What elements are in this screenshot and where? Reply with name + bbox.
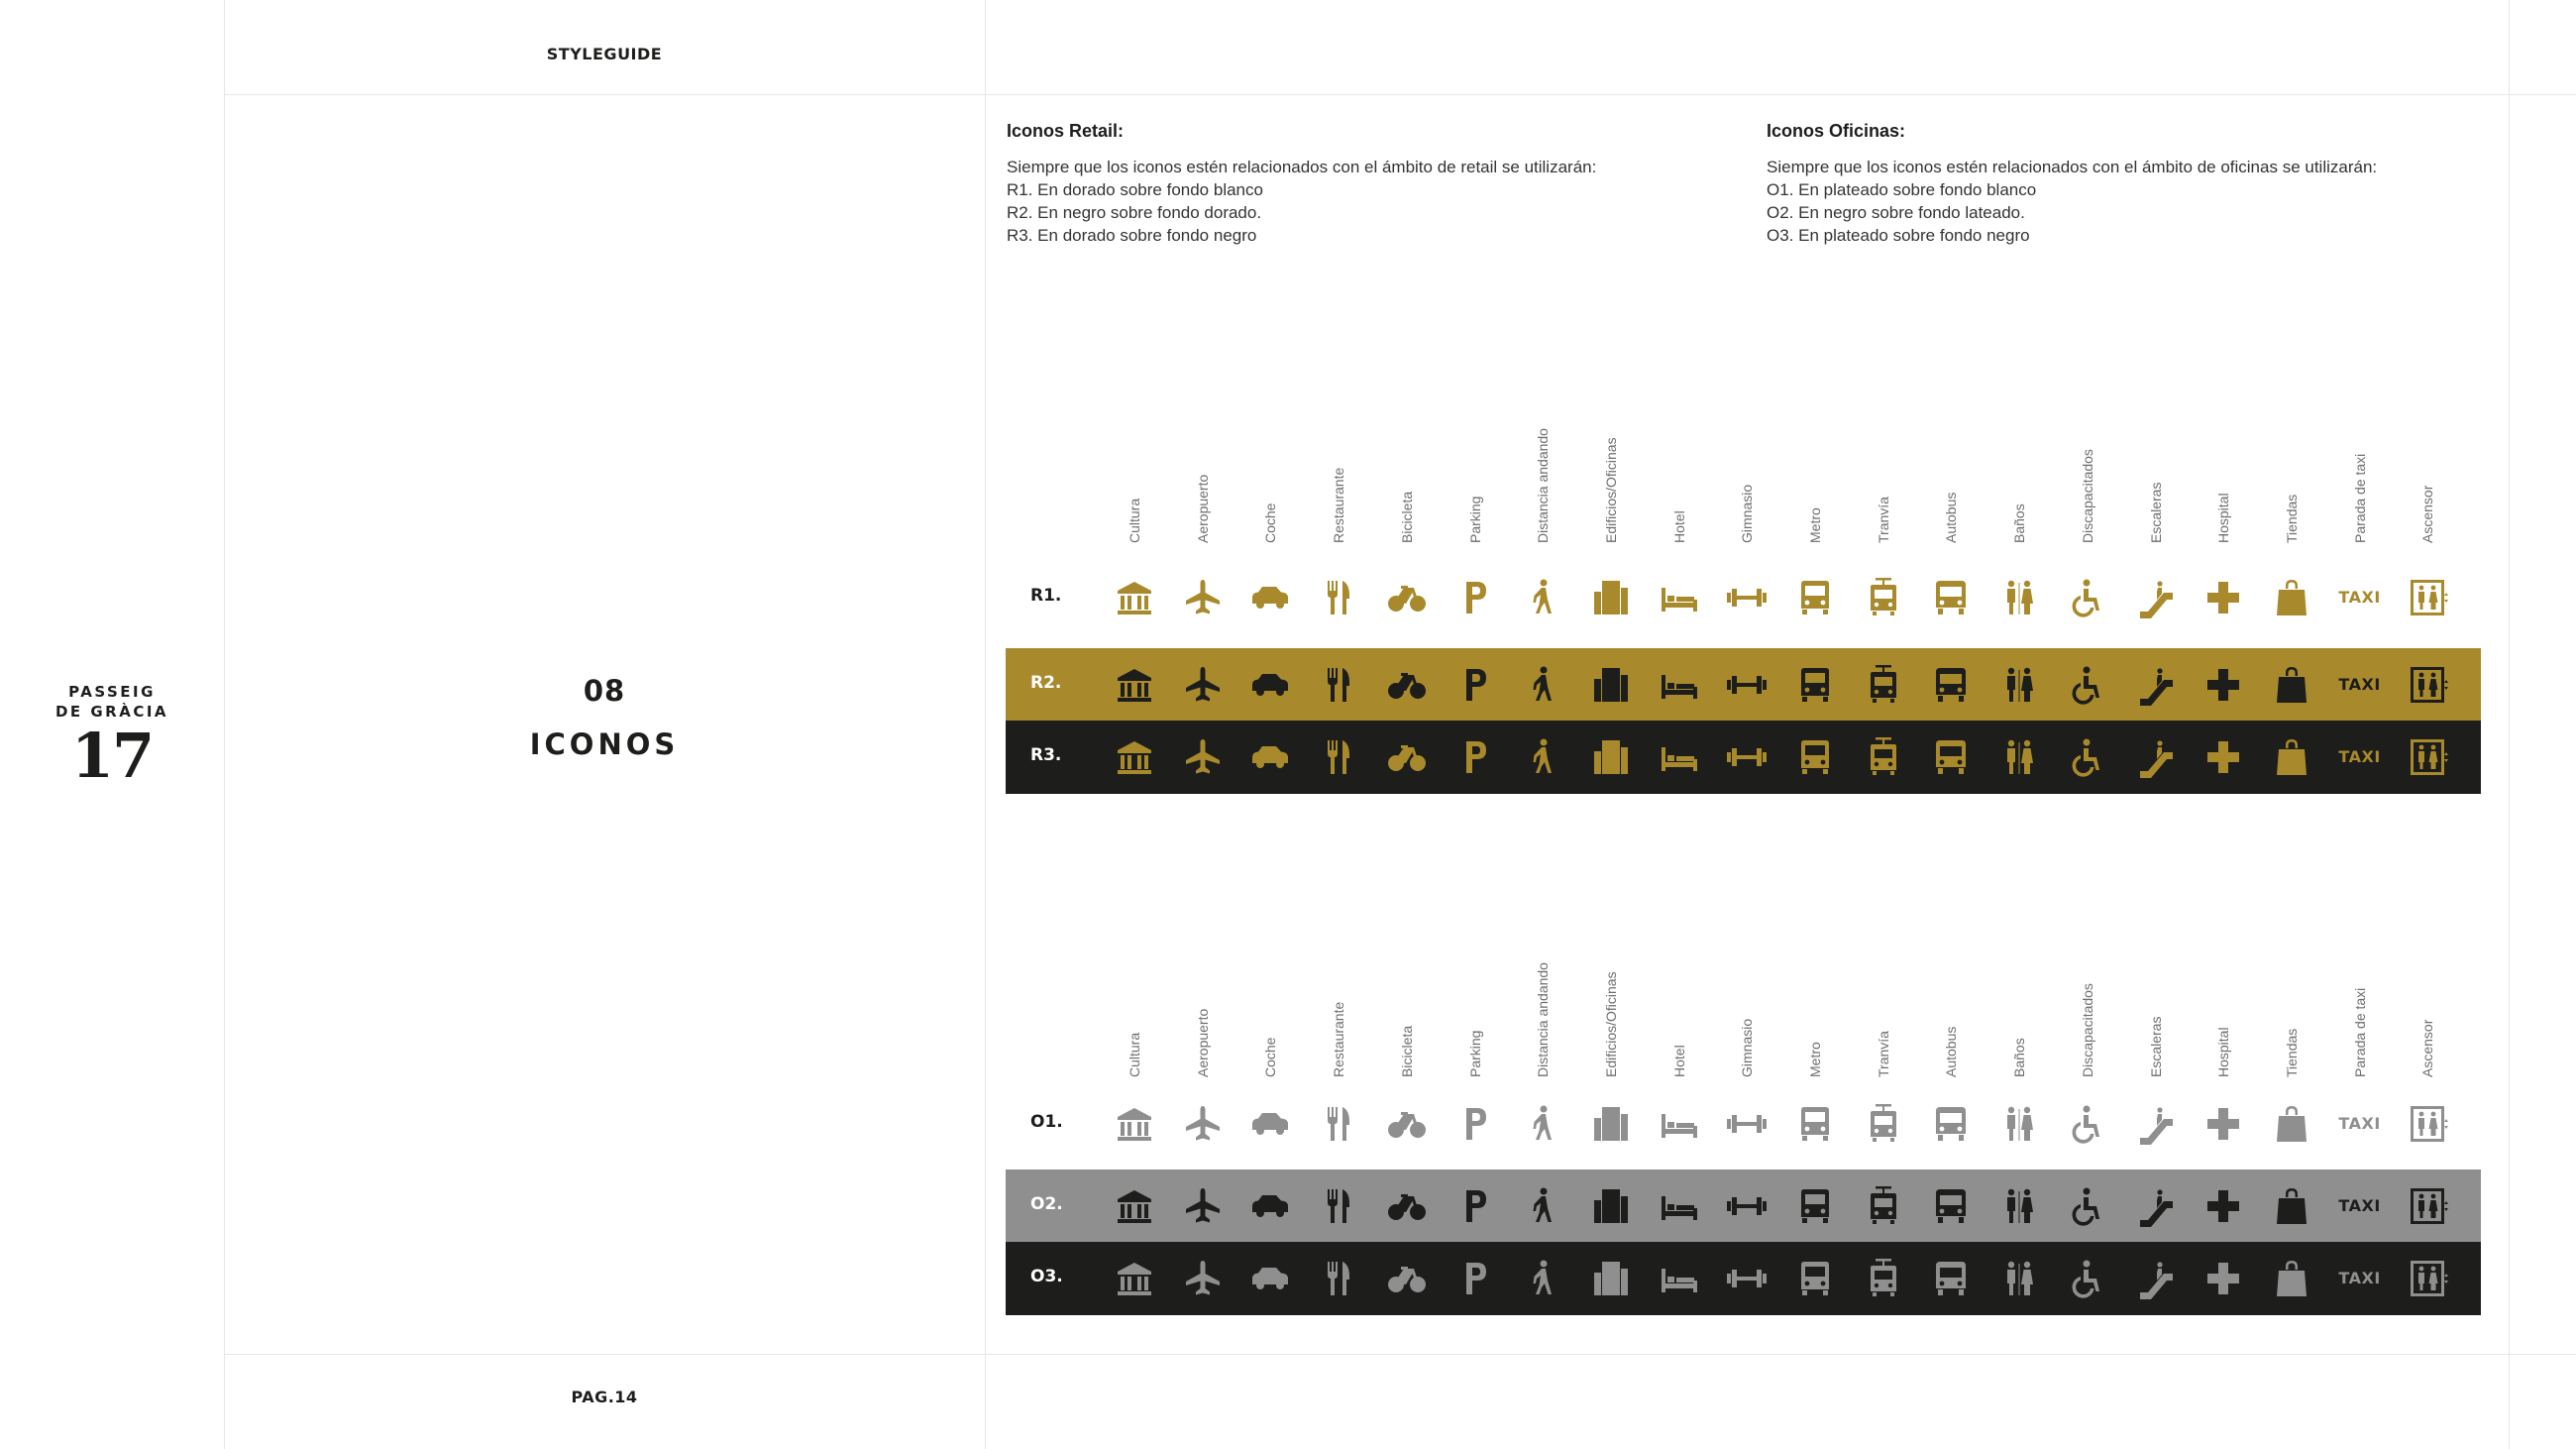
dumbbell-icon bbox=[1725, 1102, 1769, 1146]
cross-icon bbox=[2201, 576, 2245, 619]
bus-icon bbox=[1929, 1257, 1973, 1300]
brand-line-1: PASSEIG bbox=[68, 683, 156, 701]
car-icon bbox=[1248, 735, 1292, 779]
tram-icon bbox=[1862, 1184, 1905, 1228]
column-label: Bicicleta bbox=[1398, 1025, 1415, 1077]
row-label: R2. bbox=[1030, 673, 1062, 693]
column-label: Hotel bbox=[1670, 510, 1687, 543]
shopping-bag-icon bbox=[2270, 1257, 2313, 1300]
column-label: Hospital bbox=[2215, 493, 2232, 543]
grid-line bbox=[2509, 0, 2510, 1449]
column-label: Discapacitados bbox=[2079, 983, 2095, 1077]
restroom-icon bbox=[1997, 735, 2041, 779]
column-label: Hospital bbox=[2215, 1027, 2232, 1077]
column-label: Ascensor bbox=[2419, 485, 2436, 543]
wheelchair-icon bbox=[2066, 1257, 2109, 1300]
brand-line-2: DE GRÀCIA bbox=[54, 703, 169, 721]
bed-icon bbox=[1658, 1102, 1701, 1146]
cross-icon bbox=[2201, 1102, 2245, 1146]
bed-icon bbox=[1658, 735, 1701, 779]
parking-icon bbox=[1453, 576, 1497, 619]
airplane-icon bbox=[1181, 1102, 1225, 1146]
cross-icon bbox=[2201, 1257, 2245, 1300]
elevator-icon bbox=[2406, 1184, 2449, 1228]
oficinas-line: O2. En negro sobre fondo lateado. bbox=[1767, 203, 2025, 222]
airplane-icon bbox=[1181, 1184, 1225, 1228]
column-label: Tranvía bbox=[1875, 1031, 1891, 1077]
retail-line: Siempre que los iconos estén relacionados con el ámbito de retail se utilizarán: bbox=[1007, 158, 1597, 176]
oficinas-description bbox=[1767, 120, 2500, 247]
bed-icon bbox=[1658, 663, 1701, 707]
metro-icon bbox=[1793, 1102, 1837, 1146]
elevator-icon bbox=[2406, 1257, 2449, 1300]
grid-line bbox=[224, 1354, 2576, 1355]
column-label: Aeropuerto bbox=[1194, 1008, 1211, 1077]
grid-line bbox=[985, 0, 986, 1449]
column-label: Edificios/Oficinas bbox=[1602, 971, 1619, 1077]
row-label: O1. bbox=[1030, 1112, 1063, 1132]
page-number: PAG.14 bbox=[571, 1388, 638, 1406]
parking-icon bbox=[1453, 1102, 1497, 1146]
column-label: Metro bbox=[1807, 1042, 1823, 1077]
taxi-icon: TAXI bbox=[2338, 747, 2381, 766]
walking-icon bbox=[1521, 1102, 1564, 1146]
column-label: Autobus bbox=[1943, 492, 1960, 543]
wheelchair-icon bbox=[2066, 576, 2109, 619]
shopping-bag-icon bbox=[2270, 663, 2313, 707]
museum-icon bbox=[1113, 663, 1156, 707]
bicycle-icon bbox=[1385, 576, 1429, 619]
column-label: Tranvía bbox=[1875, 497, 1891, 543]
bicycle-icon bbox=[1385, 735, 1429, 779]
walking-icon bbox=[1521, 1257, 1564, 1300]
buildings-icon bbox=[1589, 1257, 1633, 1300]
column-label: Parada de taxi bbox=[2351, 987, 2368, 1077]
column-label: Escaleras bbox=[2147, 1016, 2164, 1077]
column-label: Aeropuerto bbox=[1194, 474, 1211, 543]
shopping-bag-icon bbox=[2270, 1184, 2313, 1228]
column-label: Autobus bbox=[1943, 1026, 1960, 1077]
metro-icon bbox=[1793, 663, 1837, 707]
shopping-bag-icon bbox=[2270, 1102, 2313, 1146]
grid-line bbox=[224, 94, 2576, 95]
tram-icon bbox=[1862, 735, 1905, 779]
car-icon bbox=[1248, 576, 1292, 619]
retail-line: R3. En dorado sobre fondo negro bbox=[1007, 226, 1257, 245]
column-label: Cultura bbox=[1127, 1032, 1142, 1077]
retail-title: Iconos Retail: bbox=[1007, 121, 1125, 141]
wheelchair-icon bbox=[2066, 663, 2109, 707]
buildings-icon bbox=[1589, 1102, 1633, 1146]
column-label: Baños bbox=[2011, 503, 2028, 543]
parking-icon bbox=[1453, 735, 1497, 779]
dumbbell-icon bbox=[1725, 663, 1769, 707]
taxi-icon: TAXI bbox=[2338, 675, 2381, 694]
fork-knife-icon bbox=[1317, 576, 1360, 619]
walking-icon bbox=[1521, 1184, 1564, 1228]
airplane-icon bbox=[1181, 735, 1225, 779]
brand-logo bbox=[0, 682, 224, 791]
metro-icon bbox=[1793, 576, 1837, 619]
column-label: Metro bbox=[1807, 507, 1823, 543]
restroom-icon bbox=[1997, 1102, 2041, 1146]
column-label: Discapacitados bbox=[2079, 449, 2095, 543]
shopping-bag-icon bbox=[2270, 576, 2313, 619]
airplane-icon bbox=[1181, 1257, 1225, 1300]
museum-icon bbox=[1113, 735, 1156, 779]
row-label: R1. bbox=[1030, 586, 1062, 606]
dumbbell-icon bbox=[1725, 735, 1769, 779]
cross-icon bbox=[2201, 663, 2245, 707]
oficinas-line: O1. En plateado sobre fondo blanco bbox=[1767, 180, 2037, 199]
walking-icon bbox=[1521, 576, 1564, 619]
restroom-icon bbox=[1997, 663, 2041, 707]
section-number: 08 bbox=[583, 674, 626, 708]
dumbbell-icon bbox=[1725, 1257, 1769, 1300]
column-label: Ascensor bbox=[2419, 1019, 2436, 1077]
grid-line bbox=[224, 0, 225, 1449]
styleguide-header: STYLEGUIDE bbox=[546, 45, 663, 63]
column-label: Parada de taxi bbox=[2351, 453, 2368, 543]
buildings-icon bbox=[1589, 735, 1633, 779]
bed-icon bbox=[1658, 576, 1701, 619]
restroom-icon bbox=[1997, 576, 2041, 619]
bus-icon bbox=[1929, 663, 1973, 707]
taxi-icon: TAXI bbox=[2338, 1196, 2381, 1215]
column-label: Edificios/Oficinas bbox=[1602, 437, 1619, 543]
column-label: Gimnasio bbox=[1739, 484, 1756, 543]
column-label: Distancia andando bbox=[1535, 428, 1552, 543]
wheelchair-icon bbox=[2066, 1184, 2109, 1228]
bus-icon bbox=[1929, 1184, 1973, 1228]
wheelchair-icon bbox=[2066, 735, 2109, 779]
bus-icon bbox=[1929, 1102, 1973, 1146]
fork-knife-icon bbox=[1317, 1257, 1360, 1300]
row-label: O3. bbox=[1030, 1267, 1063, 1286]
retail-line: R1. En dorado sobre fondo blanco bbox=[1007, 180, 1263, 199]
elevator-icon bbox=[2406, 663, 2449, 707]
elevator-icon bbox=[2406, 576, 2449, 619]
parking-icon bbox=[1453, 1184, 1497, 1228]
restroom-icon bbox=[1997, 1257, 2041, 1300]
oficinas-title: Iconos Oficinas: bbox=[1767, 121, 1906, 141]
parking-icon bbox=[1453, 1257, 1497, 1300]
bicycle-icon bbox=[1385, 1184, 1429, 1228]
fork-knife-icon bbox=[1317, 1184, 1360, 1228]
bus-icon bbox=[1929, 735, 1973, 779]
escalator-icon bbox=[2134, 1257, 2178, 1300]
airplane-icon bbox=[1181, 663, 1225, 707]
fork-knife-icon bbox=[1317, 735, 1360, 779]
elevator-icon bbox=[2406, 1102, 2449, 1146]
column-label: Parking bbox=[1466, 1030, 1483, 1077]
retail-line: R2. En negro sobre fondo dorado. bbox=[1007, 203, 1262, 222]
wheelchair-icon bbox=[2066, 1102, 2109, 1146]
airplane-icon bbox=[1181, 576, 1225, 619]
escalator-icon bbox=[2134, 1102, 2178, 1146]
metro-icon bbox=[1793, 735, 1837, 779]
museum-icon bbox=[1113, 576, 1156, 619]
fork-knife-icon bbox=[1317, 1102, 1360, 1146]
column-label: Escaleras bbox=[2147, 482, 2164, 543]
taxi-icon: TAXI bbox=[2338, 1114, 2381, 1133]
metro-icon bbox=[1793, 1257, 1837, 1300]
car-icon bbox=[1248, 1102, 1292, 1146]
escalator-icon bbox=[2134, 735, 2178, 779]
buildings-icon bbox=[1589, 576, 1633, 619]
column-label: Hotel bbox=[1670, 1045, 1687, 1077]
tram-icon bbox=[1862, 1257, 1905, 1300]
column-label: Baños bbox=[2011, 1038, 2028, 1077]
elevator-icon bbox=[2406, 735, 2449, 779]
buildings-icon bbox=[1589, 663, 1633, 707]
row-label: R3. bbox=[1030, 745, 1062, 765]
column-label: Bicicleta bbox=[1398, 491, 1415, 543]
escalator-icon bbox=[2134, 663, 2178, 707]
column-label: Parking bbox=[1466, 496, 1483, 543]
car-icon bbox=[1248, 1257, 1292, 1300]
fork-knife-icon bbox=[1317, 663, 1360, 707]
walking-icon bbox=[1521, 663, 1564, 707]
bed-icon bbox=[1658, 1257, 1701, 1300]
section-title: ICONOS bbox=[529, 727, 680, 761]
bicycle-icon bbox=[1385, 1257, 1429, 1300]
column-label: Restaurante bbox=[1331, 1001, 1347, 1077]
walking-icon bbox=[1521, 735, 1564, 779]
tram-icon bbox=[1862, 576, 1905, 619]
taxi-icon: TAXI bbox=[2338, 588, 2381, 607]
bus-icon bbox=[1929, 576, 1973, 619]
bicycle-icon bbox=[1385, 663, 1429, 707]
column-label: Restaurante bbox=[1331, 467, 1347, 543]
dumbbell-icon bbox=[1725, 1184, 1769, 1228]
buildings-icon bbox=[1589, 1184, 1633, 1228]
column-label: Tiendas bbox=[2283, 494, 2300, 543]
brand-number: 17 bbox=[70, 720, 154, 792]
parking-icon bbox=[1453, 663, 1497, 707]
retail-description bbox=[1007, 120, 1740, 247]
row-label: O2. bbox=[1030, 1194, 1063, 1214]
restroom-icon bbox=[1997, 1184, 2041, 1228]
column-label: Distancia andando bbox=[1535, 962, 1552, 1077]
metro-icon bbox=[1793, 1184, 1837, 1228]
escalator-icon bbox=[2134, 1184, 2178, 1228]
car-icon bbox=[1248, 1184, 1292, 1228]
museum-icon bbox=[1113, 1102, 1156, 1146]
oficinas-line: O3. En plateado sobre fondo negro bbox=[1767, 226, 2030, 245]
museum-icon bbox=[1113, 1184, 1156, 1228]
oficinas-line: Siempre que los iconos estén relacionados con el ámbito de oficinas se utilizarán: bbox=[1767, 158, 2378, 176]
escalator-icon bbox=[2134, 576, 2178, 619]
tram-icon bbox=[1862, 1102, 1905, 1146]
cross-icon bbox=[2201, 735, 2245, 779]
cross-icon bbox=[2201, 1184, 2245, 1228]
column-label: Cultura bbox=[1127, 498, 1142, 543]
column-label: Gimnasio bbox=[1739, 1018, 1756, 1077]
bicycle-icon bbox=[1385, 1102, 1429, 1146]
shopping-bag-icon bbox=[2270, 735, 2313, 779]
bed-icon bbox=[1658, 1184, 1701, 1228]
column-label: Tiendas bbox=[2283, 1028, 2300, 1077]
car-icon bbox=[1248, 663, 1292, 707]
column-label: Coche bbox=[1262, 502, 1279, 543]
museum-icon bbox=[1113, 1257, 1156, 1300]
taxi-icon: TAXI bbox=[2338, 1269, 2381, 1287]
tram-icon bbox=[1862, 663, 1905, 707]
column-label: Coche bbox=[1262, 1037, 1279, 1077]
dumbbell-icon bbox=[1725, 576, 1769, 619]
